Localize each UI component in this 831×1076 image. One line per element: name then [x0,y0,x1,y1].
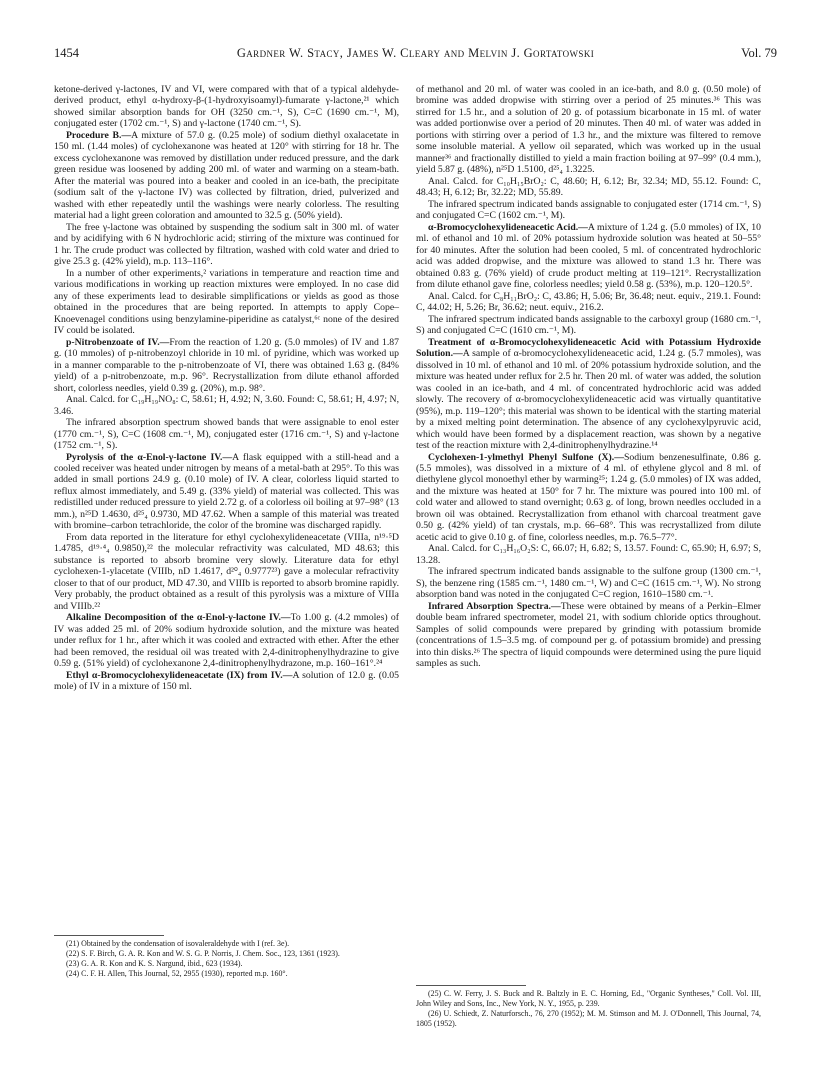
paragraph [416,314,761,337]
paragraph [54,84,399,130]
analysis-line [54,394,399,417]
paragraph [54,532,399,612]
paragraph [416,601,761,670]
footnote: (23) G. A. R. Kon and K. S. Nargund, ibid., 623 (1934). [66,958,243,968]
paragraph [54,612,399,669]
paragraph-text: A mixture of 1.24 g. (5.0 mmoles) of IX, 10 ml. of ethanol and 10 ml. of 20% potassium hydroxide solution was heated at 50–55° for 40 minutes. After the solution had been cooled, 5 ml. of concentrated hydrochloric acid was added dropwise, and the mixture was allowed to stand 1.3 hr. There was obtained 0.83 g. (76% yield) of crude product melting at 119–121°. Recrystallization from dilute ethanol gave fine, colorless needles; yield 0.58 g. (53%), m.p. 120–120.5°. [416,221,761,291]
paragraph-text: The infrared absorption spectrum showed bands that were assignable to enol ester (1770 cm.⁻¹, S), C=C (1608 cm.⁻¹, M), conjugated ester (1716 cm.⁻¹, S) and γ-lactone (1752 cm.⁻¹, S). [54,417,399,452]
footnote: (25) C. W. Ferry, J. S. Buck and R. Baltzly in E. C. Horning, Ed., "Organic Syntheses," Coll. Vol. III, John Wiley and Sons, Inc., New York, N. Y., 1955, p. 239. [416,989,761,1008]
paragraph [416,452,761,544]
section-heading: Infrared Absorption Spectra.— [428,600,561,612]
section-heading: p-Nitrobenzoate of IV.— [66,336,170,348]
paragraph-text: A solution of 12.0 g. (0.05 mole) of IV in a mixture of 150 ml. [54,669,399,693]
section-heading: Ethyl α-Bromocyclohexylideneacetate (IX) from IV.— [66,669,293,681]
paragraph [54,130,399,222]
paragraph-text: A mixture of 57.0 g. (0.25 mole) of sodium diethyl oxalacetate in 150 ml. (1.44 moles) of cyclohexanone was heated at 120° with stirring for 18 hr. The excess cyclohexanone was removed by distillation under reduced pressure, and the dark green residue was loosened by adding 200 ml. of water and warming on a steam-bath. After the material was poured into a beaker and cooled in an ice-bath, the precipitate (sodium salt of the γ-lactone IV) was collected by filtration, dried, pulverized and washed with ether repeatedly until the washings were nearly colorless. The resulting material had a light green coloration and amounted to 32.5 g. (50% yield). [54,129,399,222]
paragraph-text: Anal. Calcd. for C₈H₁₁BrO₂: C, 43.86; H, 5.06; Br, 36.48; neut. equiv., 219.1. Found: C, 44.02; H, 5.26; Br, 36.62; neut. equiv., 216.2. [416,290,761,314]
footnotes-right [416,989,761,1029]
paragraph-text: From the reaction of 1.20 g. (5.0 mmoles) of IV and 1.87 g. (10 mmoles) of p-nitrobenzoyl chloride in 10 ml. of pyridine, which was worked up in a manner comparable to the p-nitrobenzoate of VI, there was obtained 1.63 g. (84% yield) of a p-nitrobenzoate, m.p. 96°. Recrystallization from dilute ethanol afforded short, colorless needles, yield 0.39 g. (20%), m.p. 98°. [54,336,400,394]
paragraph-text: Anal. Calcd. for C₁₃H₁₆O₂S: C, 66.07; H, 6.82; S, 13.57. Found: C, 65.90; H, 6.97; S, 13.28. [416,543,761,566]
footnotes-left [54,939,399,979]
analysis-line [416,543,761,566]
section-heading: Treatment of α-Bromocyclohexylideneacetic Acid with Potassium Hydroxide Solution.— [416,336,761,360]
paragraph-text: The infrared spectrum indicated bands assignable to conjugated ester (1714 cm.⁻¹, S) and conjugated C=C (1602 cm.⁻¹, M). [416,198,761,222]
footnote: (24) C. F. H. Allen, This Journal, 52, 2955 (1930), reported m.p. 160°. [66,968,288,978]
paragraph [54,417,399,451]
paragraph [54,670,399,693]
paragraph-text: A flask equipped with a still-head and a cooled receiver was heated under nitrogen by means of a metal-bath at 295°. To this was added in small portions 24.9 g. (0.10 mole) of IV. A clear, colorless liquid started to reflux almost immediately, and 5.49 g. (33% yield) of material was collected. This was redistilled under reduced pressure to yield 2.72 g. of a colorless oil boiling at 97–98° (13 mm.), n²⁵D 1.4630, d²⁵₄ 0.9730, MD 47.62. When a sample of this material was treated with bromine–carbon tetrachloride, the color of the bromine was discharged rapidly. [54,451,399,532]
paragraph [416,222,761,291]
paragraph-text: Sodium benzenesulfinate, 0.86 g. (5.5 mmoles), was dissolved in a mixture of 4 ml. of ethylene glycol and 8 ml. of diethylene glycol monoethyl ether by warming²⁵; 1.24 g. (5.0 mmoles) of IX was added, and the mixture was heated at 150° for 7 hr. The mixture was poured into 100 ml. of cold water and allowed to stand overnight; 0.63 g. of long, brown needles occluded in a brown oil was obtained. Recrystallization from ethanol with charcoal treatment gave 0.50 g. (42% yield) of tan crystals, m.p. 66–68°. This was recrystallized from dilute acetic acid to give 0.10 g. of fine, colorless needles, m.p. 76.5–77°. [416,451,761,543]
footnote-rule-right [416,985,526,986]
paragraph [416,566,761,600]
section-heading: Cyclohexen-1-ylmethyl Phenyl Sulfone (X).— [428,451,624,463]
analysis-line [416,176,761,199]
paragraph-text: The free γ-lactone was obtained by suspending the sodium salt in 300 ml. of water and by acidifying with 6 N hydrochloric acid; stirring of the mixture was continued for 1 hr. The crude product was collected by filtration, washed with cold water and dried to give 25.3 g. (42% yield), m.p. 113–116°. [54,221,399,268]
paragraph-text: In a number of other experiments,² variations in temperature and reaction time and various modifications in working up reaction mixtures were employed. In no case did any of these experiments lead to desirable simplifications or yields as good as those obtained in the procedures that are being reported. In attempts to apply Cope–Knoevenagel conditions using benzylamine-piperidine as catalyst,⁶ᶜ none of the desired IV could be isolated. [54,267,399,337]
section-heading: Procedure B.— [66,129,132,141]
paragraph-text: The infrared spectrum indicated bands assignable to the sulfone group (1300 cm.⁻¹, S), the benzene ring (1585 cm.⁻¹, 1480 cm.⁻¹, W) and C=C (1615 cm.⁻¹, W). No strong absorption band was noted in the conjugated C=C region, 1610–1580 cm.⁻¹. [416,566,761,601]
page-number: 1454 [54,46,79,60]
paragraph [416,337,761,452]
paragraph [416,84,761,176]
paragraph-text: From data reported in the literature for ethyl cyclohexylideneacetate (VIIIa, n¹⁹·⁵D 1.4785, d¹⁹·⁴₄ 0.9850),²² the molecular refractivity was calculated, MD 48.63; this substance is reported to absorb bromine very slowly. Literature data for ethyl cyclohexen-1-ylacetate (VIIIb, nD 1.4617, d²⁰₄ 0.9777²³) gave a molecular refractivity closer to that of our product, MD 47.30, and VIIIb is reported to absorb bromine rapidly. Very probably, the product obtained as a result of this pyrolysis was a mixture of VIIIa and VIIIb.²² [54,531,399,612]
volume-label: Vol. 79 [741,46,777,60]
analysis-line [416,291,761,314]
paragraph [54,268,399,337]
paragraph-text: To 1.00 g. (4.2 mmoles) of IV was added 25 ml. of 20% sodium hydroxide solution, and the mixture was heated under reflux for 1 hr., after which it was cooled and extracted with ether. After the ether had been removed, the residual oil was treated with 2,4-dinitrophenylhydrazine to give 0.59 g. (51% yield) of cyclohexanone 2,4-dinitrophenylhydrazone, m.p. 160–161°.²⁴ [54,612,399,670]
section-heading: Alkaline Decomposition of the α-Enol-γ-lactone IV.— [66,612,291,624]
paragraph-text: of methanol and 20 ml. of water was cooled in an ice-bath, and 8.0 g. (0.50 mole) of bromine was added dropwise with stirring over a period of 25 minutes.³⁶ This was stirred for 1.5 hr., and a solution of 20 g. of potassium bicarbonate in 15 ml. of water was added portionwise over a period of 20 minutes. Then 40 ml. of water was added in portions with stirring over a period of 1.3 hr., and the mixture was filtered to remove some insoluble material. A yellow oil separated, which was worked up in the usual manner³⁶ and fractionally distilled to yield a main fraction boiling at 97–99° (0.4 mm.), yield 5.87 g. (48%), n²⁵D 1.5100, d²⁵₄ 1.3225. [416,84,761,176]
section-heading: Pyrolysis of the α-Enol-γ-lactone IV.— [66,451,233,463]
paragraph-text: The infrared spectrum indicated bands assignable to the carboxyl group (1680 cm.⁻¹, S) and conjugated C=C (1610 cm.⁻¹, M). [416,313,761,337]
paragraph [416,199,761,222]
left-column [54,84,399,693]
paragraph-text: ketone-derived γ-lactones, IV and VI, were compared with that of a typical aldehyde-derived product, ethyl α-hydroxy-β-(1-hydroxyisoamyl)-fumarate γ-lactone,²¹ which showed similar absorption bands for OH (3250 cm.⁻¹, S), C=C (1690 cm.⁻¹, M), conjugated ester (1702 cm.⁻¹, S) and γ-lactone (1740 cm.⁻¹, S). [54,84,399,130]
right-column [416,84,761,670]
section-heading: α-Bromocyclohexylideneacetic Acid.— [428,221,588,233]
footnote: (26) U. Schiedt, Z. Naturforsch., 76, 270 (1952); M. M. Stimson and M. J. O'Donnell, This Journal, 74, 1805 (1952). [416,1008,761,1028]
footnote: (21) Obtained by the condensation of isovaleraldehyde with I (ref. 3e). [66,939,290,948]
paragraph [54,337,399,394]
running-authors: Gardner W. Stacy, James W. Cleary and Melvin J. Gortatowski [236,46,595,60]
paragraph-text: These were obtained by means of a Perkin–Elmer double beam infrared spectrometer, model 21, with sodium chloride optics throughout. Samples of solid compounds were prepared by grinding with potassium bromide (concentrations of 1.5–3.5 mg. of compound per g. of potassium bromide) and pressing into thin disks.²⁶ The spectra of liquid compounds were determined using the pure liquid samples as such. [416,600,761,670]
paragraph-text: Anal. Calcd. for C₁₀H₁₅BrO₂: C, 48.60; H, 6.12; Br, 32.34; MD, 55.12. Found: C, 48.43; H, 6.12; Br, 32.22; MD, 55.89. [416,175,761,199]
paragraph [54,222,399,268]
paragraph-text: A sample of α-bromocyclohexylideneacetic acid, 1.24 g. (5.7 mmoles), was dissolved in 10 ml. of ethanol and 10 ml. of 20% potassium hydroxide solution, and the mixture was heated under reflux for 2.5 hr. Then 20 ml. of water was added, the solution was cooled in an ice-bath, and 4 ml. of concentrated hydrochloric acid was added slowly. The recovery of α-bromocyclohexylideneacetic acid was virtually quantitative (95%), m.p. 119–120°; this material was shown to be identical with the starting material by a mixed melting point determination. The absence of any cyclohexylpyruvic acid, which would have been formed by a displacement reaction, was shown by a negative test of the reaction mixture with 2,4-dinitrophenylhydrazine.¹⁴ [416,348,761,452]
footnote: (22) S. F. Birch, G. A. R. Kon and W. S. G. P. Norris, J. Chem. Soc., 123, 1361 (1923). [66,948,340,958]
paragraph-text: Anal. Calcd. for C₁₉H₁₉NO₈: C, 58.61; H, 4.92; N, 3.60. Found: C, 58.61; H, 4.97; N, 3.46. [54,394,399,417]
paragraph [54,452,399,532]
running-header [54,46,777,66]
footnote-rule-left [54,935,164,936]
